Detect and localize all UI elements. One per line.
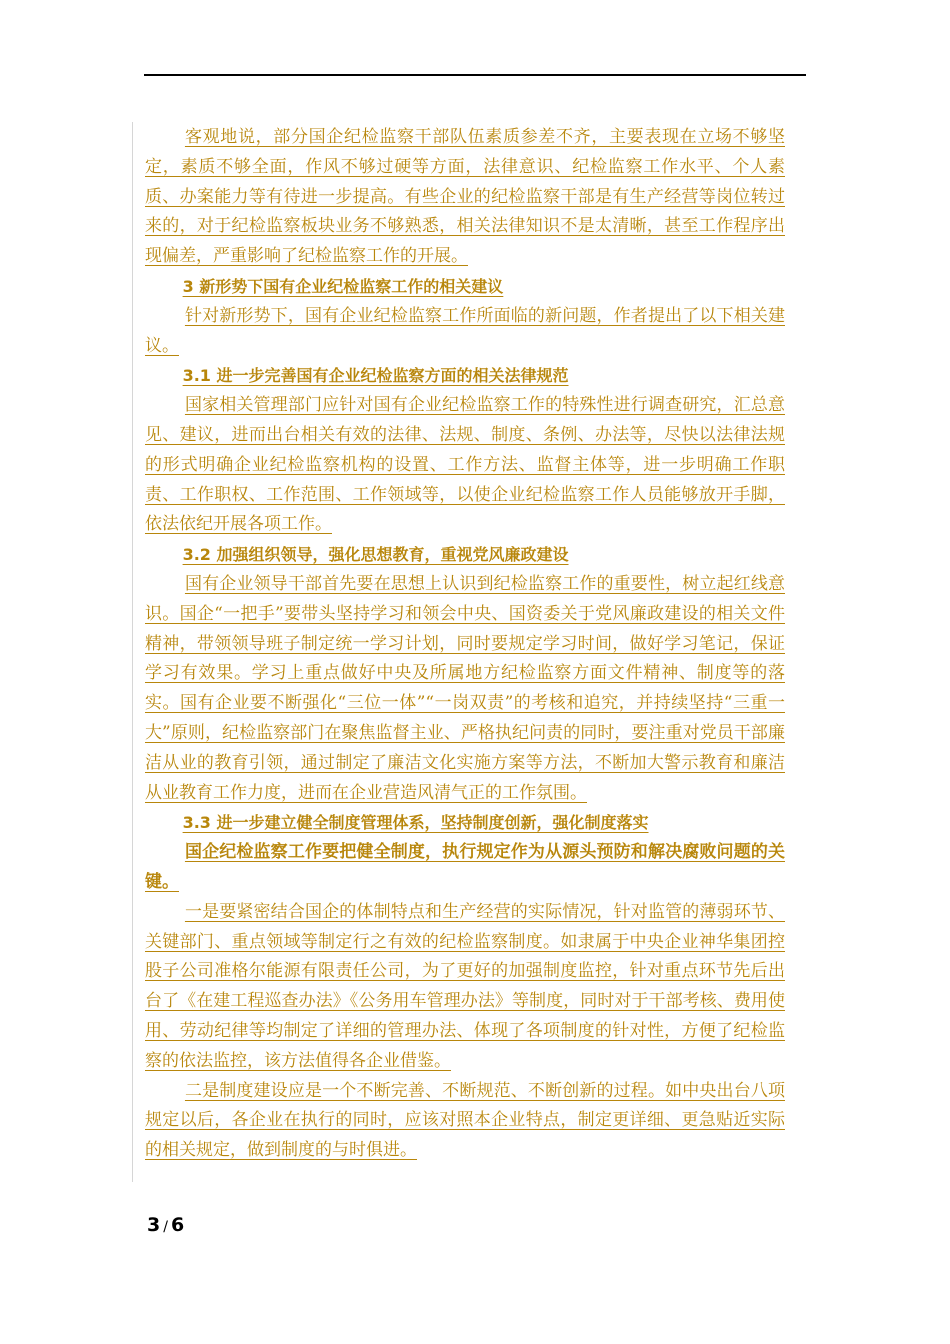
paragraph-section-3-3-second: 二是制度建设应是一个不断完善、不断规范、不断创新的过程。如中央出台八项规定以后，各企业在执行的同时，应该对照本企业特点，制定更详细、更急贴近实际的相关规定，做到制度的与时俱进。 (145, 1080, 785, 1161)
paragraph-section-3-3-key: 国企纪检监察工作要把健全制度，执行规定作为从源头预防和解决腐败问题的关键。 (145, 842, 785, 892)
document-body (145, 123, 785, 1166)
heading-section-3-2: 3.2 加强组织领导，强化思想教育，重视党风廉政建设 (182, 545, 569, 565)
heading-section-3-1: 3.1 进一步完善国有企业纪检监察方面的相关法律规范 (182, 366, 569, 386)
paragraph-section-3-intro: 针对新形势下，国有企业纪检监察工作所面临的新问题，作者提出了以下相关建议。 (145, 305, 785, 356)
page-separator: / (163, 1219, 168, 1235)
page-number (147, 1214, 184, 1236)
revision-bar (132, 122, 133, 1182)
header-rule (144, 74, 806, 76)
paragraph-section-3-2: 国有企业领导干部首先要在思想上认识到纪检监察工作的重要性，树立起红线意识。国企“一把手”要带头坚持学习和领会中央、国资委关于党风廉政建设的相关文件精神，带领领导班子制定统一学习计划，同时要规定学习时间，做好学习笔记，保证学习有效果。学习上重点做好中央及所属地方纪检监察方面文件精神、制度等的落实。国有企业要不断强化“三位一体”“一岗双责”的考核和追究，并持续坚持“三重一大”原则，纪检监察部门在聚焦监督主业、严格执纪问责的同时，要注重对党员干部廉洁从业的教育引领，通过制定了廉洁文化实施方案等方法，不断加大警示教育和廉洁从业教育工作力度，进而在企业营造风清气正的工作氛围。 (145, 573, 785, 803)
paragraph-intro: 客观地说，部分国企纪检监察干部队伍素质参差不齐，主要表现在立场不够坚定，素质不够全面，作风不够过硬等方面，法律意识、纪检监察工作水平、个人素质、办案能力等有待进一步提高。有些企业的纪检监察干部是有生产经营等岗位转过来的，对于纪检监察板块业务不够熟悉，相关法律知识不是太清晰，甚至工作程序出现偏差，严重影响了纪检监察工作的开展。 (145, 127, 785, 267)
page-current: 3 (147, 1214, 161, 1236)
paragraph-section-3-1: 国家相关管理部门应针对国有企业纪检监察工作的特殊性进行调查研究，汇总意见、建议，进而出台相关有效的法律、法规、制度、条例、办法等，尽快以法律法规的形式明确企业纪检监察机构的设置、工作方法、监督主体等，进一步明确工作职责、工作职权、工作范围、工作领域等，以使企业纪检监察工作人员能够放开手脚，依法依纪开展各项工作。 (145, 395, 785, 535)
paragraph-section-3-3-first: 一是要紧密结合国企的体制特点和生产经营的实际情况，针对监管的薄弱环节、关键部门、重点领域等制定行之有效的纪检监察制度。如隶属于中央企业神华集团控股子公司准格尔能源有限责任公司，为了更好的加强制度监控，针对重点环节先后出台了《在建工程巡查办法》《公务用车管理办法》等制度，同时对于干部考核、费用使用、劳动纪律等均制定了详细的管理办法、体现了各项制度的针对性，方便了纪检监察的依法监控，该方法值得各企业借鉴。 (145, 901, 785, 1071)
heading-section-3: 3 新形势下国有企业纪检监察工作的相关建议 (182, 276, 504, 296)
heading-section-3-3: 3.3 进一步建立健全制度管理体系，坚持制度创新，强化制度落实 (182, 813, 649, 833)
page-total: 6 (170, 1214, 185, 1236)
